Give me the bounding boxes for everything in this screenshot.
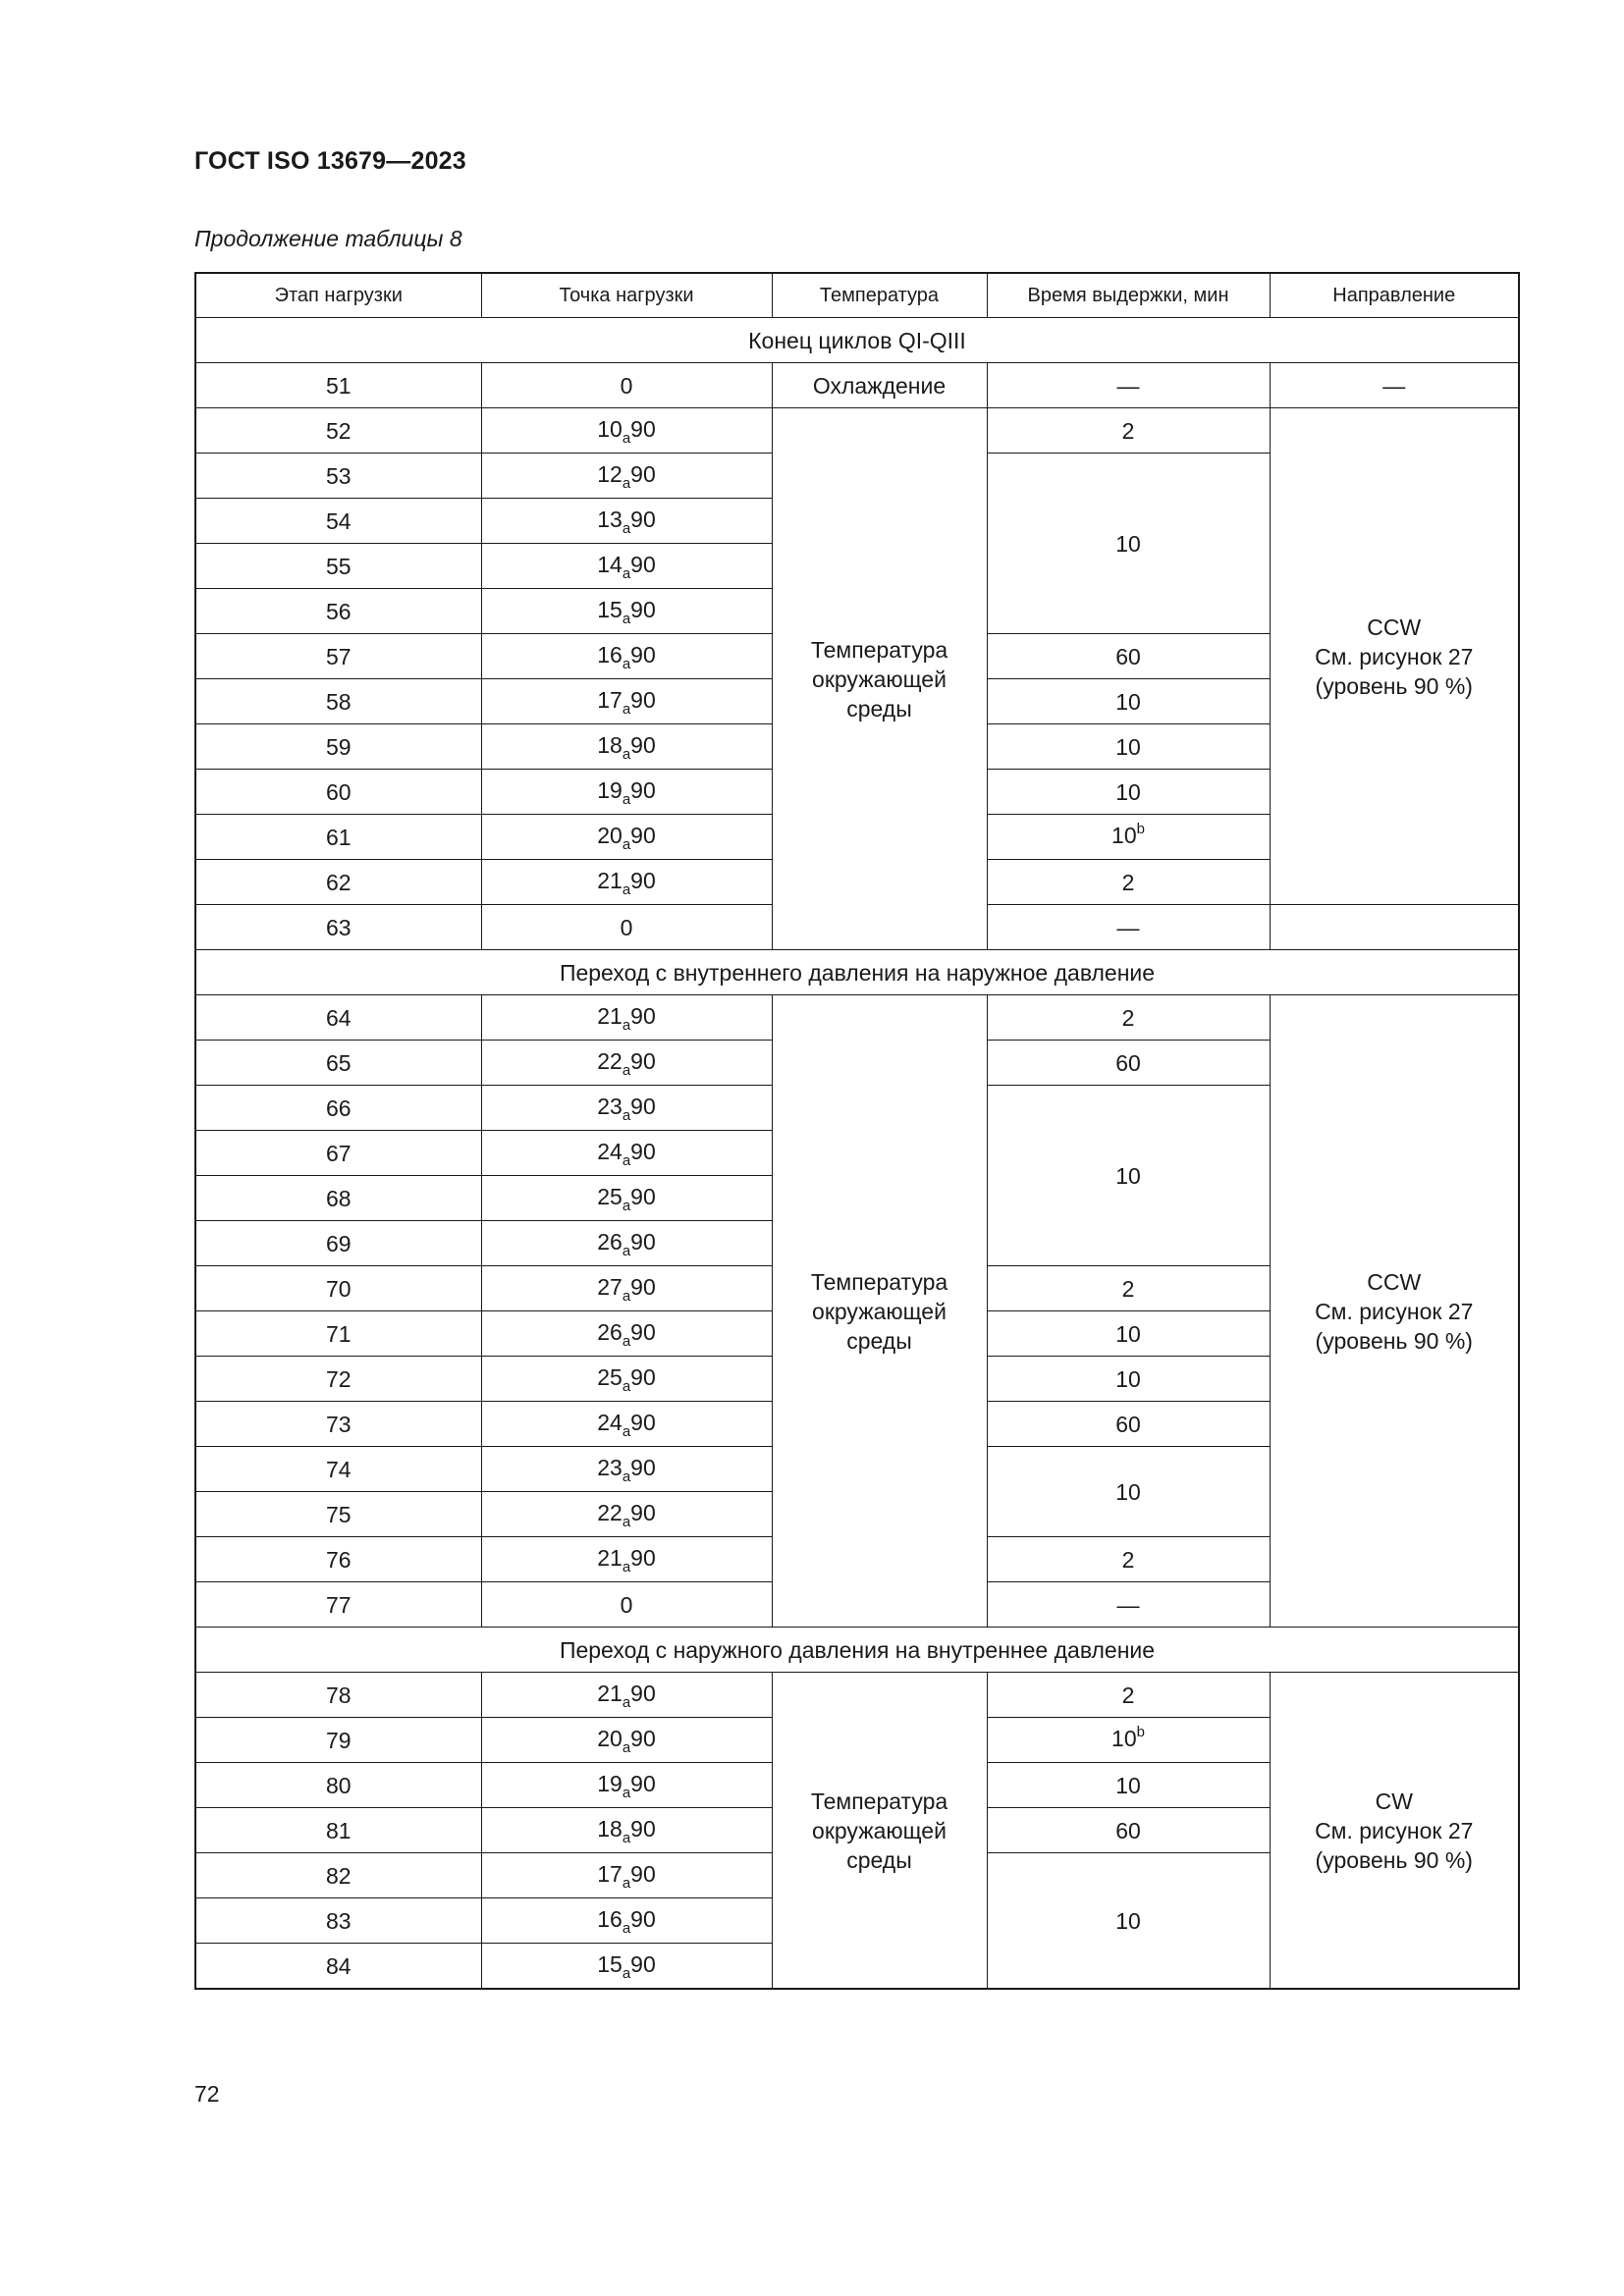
section-title: Переход с наружного давления на внутреннее давление [195,1628,1519,1673]
load-point-cell [481,1763,772,1808]
load-point-level: 90 [630,1725,656,1751]
subscript-a: a [622,1016,631,1034]
stage-cell: 81 [195,1808,481,1853]
temperature-cell [772,1673,987,1990]
load-point-cell [481,1131,772,1176]
subscript-a: a [622,655,631,672]
load-point-level: 90 [630,551,656,577]
temperature-line: окружающей [812,666,947,692]
load-point-cell [481,860,772,905]
stage-cell: 63 [195,905,481,950]
direction-cell: — [1270,363,1519,408]
header-stage: Этап нагрузки [195,273,481,318]
load-point-level: 90 [630,1544,656,1571]
load-point-value: 24 [597,1138,623,1164]
load-point-cell [481,770,772,815]
hold-time-cell: 10 [987,770,1270,815]
direction-line: См. рисунок 27 [1315,1817,1474,1843]
load-point-cell [481,1402,772,1447]
subscript-a: a [622,1106,631,1124]
load-point-cell [481,499,772,544]
hold-time-cell: 2 [987,1673,1270,1718]
load-point-value: 21 [597,867,623,893]
load-point-value: 19 [597,776,623,803]
load-point-value: 17 [597,1860,623,1887]
subscript-a: a [622,745,631,763]
subscript-a: a [622,700,631,718]
load-point-level: 90 [630,460,656,487]
stage-cell: 82 [195,1853,481,1898]
stage-cell: 67 [195,1131,481,1176]
direction-cell [1270,408,1519,905]
stage-cell: 69 [195,1221,481,1266]
stage-cell: 62 [195,860,481,905]
load-point-level: 90 [630,1047,656,1074]
load-point-level: 90 [630,506,656,532]
load-point-cell [481,1898,772,1944]
table-row [195,408,1519,454]
temperature-line: среды [846,1327,912,1354]
load-point-level: 90 [630,641,656,667]
load-point-cell [481,544,772,589]
stage-cell: 77 [195,1582,481,1628]
hold-time-cell: 10 [987,1311,1270,1357]
load-point-level: 90 [630,1409,656,1435]
stage-cell: 57 [195,634,481,679]
subscript-a: a [622,1558,631,1575]
subscript-a: a [622,790,631,808]
load-point-value: 18 [597,731,623,758]
subscript-a: a [622,1422,631,1440]
hold-time-cell: — [987,1582,1270,1628]
load-point-value: 15 [597,596,623,622]
table-row [195,995,1519,1041]
hold-time-cell: 2 [987,408,1270,454]
table-caption: Продолжение таблицы 8 [194,226,462,251]
hold-time-cell: 10 [987,1853,1270,1990]
load-point-value: 10 [597,415,623,442]
load-point-cell [481,1086,772,1131]
direction-cell [1270,995,1519,1628]
hold-time-cell: 10 [987,1086,1270,1266]
load-point-cell [481,1492,772,1537]
load-point-cell [481,1176,772,1221]
load-point-cell [481,1266,772,1311]
load-point-cell [481,815,772,860]
stage-cell: 53 [195,454,481,499]
subscript-a: a [622,1197,631,1214]
direction-cell [1270,1673,1519,1990]
load-point-level: 90 [630,1950,656,1977]
temperature-line: окружающей [812,1298,947,1324]
load-point-level: 90 [630,1680,656,1706]
subscript-a: a [622,1377,631,1395]
load-point-level: 90 [630,1138,656,1164]
stage-cell: 79 [195,1718,481,1763]
load-point-value: 22 [597,1499,623,1525]
direction-line: (уровень 90 %) [1315,1846,1473,1873]
stage-cell: 58 [195,679,481,724]
subscript-a: a [622,610,631,627]
subscript-a: a [622,1287,631,1305]
table-row [195,363,1519,408]
stage-cell: 60 [195,770,481,815]
stage-cell: 70 [195,1266,481,1311]
subscript-a: a [622,1061,631,1079]
hold-time-cell [987,815,1270,860]
subscript-a: a [622,1738,631,1756]
load-point-cell [481,454,772,499]
load-point-cell [481,1041,772,1086]
direction-line: CW [1375,1788,1413,1814]
stage-cell: 55 [195,544,481,589]
stage-cell: 72 [195,1357,481,1402]
load-point-cell [481,408,772,454]
load-point-cell [481,1311,772,1357]
temperature-cell [772,995,987,1628]
stage-cell: 51 [195,363,481,408]
direction-line: CCW [1367,614,1422,640]
stage-cell: 76 [195,1537,481,1582]
load-point-value: 22 [597,1047,623,1074]
temperature-line: среды [846,695,912,721]
hold-time-cell: 10 [987,1447,1270,1537]
temperature-line: окружающей [812,1817,947,1843]
load-point-value: 25 [597,1183,623,1209]
section-title: Конец циклов QI-QIII [195,318,1519,363]
stage-cell: 66 [195,1086,481,1131]
load-point-value: 21 [597,1544,623,1571]
stage-cell: 54 [195,499,481,544]
load-point-cell [481,1537,772,1582]
subscript-a: a [622,1513,631,1530]
stage-cell: 80 [195,1763,481,1808]
load-point-value: 20 [597,822,623,848]
header-point: Точка нагрузки [481,273,772,318]
temperature-line: среды [846,1846,912,1873]
subscript-a: a [622,1242,631,1259]
hold-time-cell: 60 [987,1041,1270,1086]
subscript-a: a [622,881,631,898]
document-title: ГОСТ ISO 13679—2023 [194,147,466,175]
subscript-a: a [622,564,631,582]
load-point-value: 21 [597,1680,623,1706]
load-point-level: 90 [630,1318,656,1345]
load-point-value: 16 [597,641,623,667]
direction-line: (уровень 90 %) [1315,1327,1473,1354]
section-row [195,950,1519,995]
subscript-a: a [622,474,631,492]
load-point-level: 90 [630,731,656,758]
load-point-level: 90 [630,1093,656,1119]
subscript-a: a [622,429,631,447]
hold-time-cell: 2 [987,1266,1270,1311]
load-point-cell [481,589,772,634]
hold-time-cell: 60 [987,1402,1270,1447]
page-number: 72 [194,2081,220,2107]
stage-cell: 71 [195,1311,481,1357]
load-point-level: 90 [630,1454,656,1480]
load-point-cell [481,1673,772,1718]
load-point-level: 90 [630,596,656,622]
load-point-cell [481,1944,772,1990]
subscript-a: a [622,1151,631,1169]
hold-time-cell: — [987,363,1270,408]
header-hold-time: Время выдержки, мин [987,273,1270,318]
load-point-level: 90 [630,1183,656,1209]
load-point-cell [481,1808,772,1853]
superscript-b: b [1136,1723,1145,1740]
stage-cell: 56 [195,589,481,634]
temperature-cell [772,408,987,950]
hold-time-cell: 10 [987,1763,1270,1808]
hold-time-cell: 2 [987,995,1270,1041]
load-point-cell [481,634,772,679]
load-point-level: 90 [630,1363,656,1390]
load-point-value: 13 [597,506,623,532]
load-point-cell: 0 [481,363,772,408]
hold-time-cell: — [987,905,1270,950]
load-point-cell [481,1853,772,1898]
hold-time-cell: 10 [987,454,1270,634]
load-point-value: 26 [597,1318,623,1345]
subscript-a: a [622,519,631,537]
direction-line: (уровень 90 %) [1315,672,1473,699]
load-point-value: 17 [597,686,623,713]
load-point-value: 26 [597,1228,623,1255]
load-point-level: 90 [630,1499,656,1525]
subscript-a: a [622,1829,631,1846]
hold-time-value: 10 [1111,1725,1137,1751]
stage-cell: 78 [195,1673,481,1718]
hold-time-cell: 60 [987,1808,1270,1853]
load-point-value: 15 [597,1950,623,1977]
load-point-value: 27 [597,1273,623,1300]
load-point-cell [481,1357,772,1402]
load-point-value: 18 [597,1815,623,1842]
load-point-level: 90 [630,1770,656,1796]
load-point-level: 90 [630,1860,656,1887]
load-point-level: 90 [630,1228,656,1255]
load-point-level: 90 [630,776,656,803]
direction-line: См. рисунок 27 [1315,1298,1474,1324]
table-header-row [195,273,1519,318]
superscript-b: b [1136,820,1145,837]
load-point-value: 14 [597,551,623,577]
load-point-value: 20 [597,1725,623,1751]
load-point-level: 90 [630,867,656,893]
direction-line: См. рисунок 27 [1315,643,1474,669]
temperature-line: Температура [810,1788,948,1814]
subscript-a: a [622,1874,631,1892]
stage-cell: 64 [195,995,481,1041]
section-row [195,1628,1519,1673]
load-point-level: 90 [630,415,656,442]
hold-time-cell: 10 [987,724,1270,770]
load-point-cell [481,995,772,1041]
subscript-a: a [622,1784,631,1801]
temperature-line: Температура [810,636,948,663]
table-row [195,1673,1519,1718]
load-point-cell: 0 [481,905,772,950]
load-point-value: 21 [597,1002,623,1029]
hold-time-cell: 60 [987,634,1270,679]
hold-time-cell: 10 [987,679,1270,724]
stage-cell: 74 [195,1447,481,1492]
load-point-level: 90 [630,686,656,713]
load-point-level: 90 [630,1273,656,1300]
stage-cell: 61 [195,815,481,860]
load-point-cell [481,1447,772,1492]
hold-time-value: 10 [1111,822,1137,848]
hold-time-cell: 2 [987,860,1270,905]
load-point-value: 25 [597,1363,623,1390]
load-point-value: 19 [597,1770,623,1796]
load-point-level: 90 [630,822,656,848]
load-point-level: 90 [630,1002,656,1029]
load-point-cell [481,1718,772,1763]
load-point-value: 16 [597,1905,623,1932]
temperature-cell: Охлаждение [772,363,987,408]
temperature-line: Температура [810,1268,948,1295]
load-point-value: 23 [597,1454,623,1480]
section-title: Переход с внутреннего давления на наружное давление [195,950,1519,995]
load-point-level: 90 [630,1905,656,1932]
subscript-a: a [622,1964,631,1982]
direction-line: CCW [1367,1268,1422,1295]
load-stages-table [194,272,1520,1990]
load-point-cell [481,724,772,770]
stage-cell: 84 [195,1944,481,1990]
load-point-cell [481,679,772,724]
subscript-a: a [622,1468,631,1485]
subscript-a: a [622,1693,631,1711]
subscript-a: a [622,1332,631,1350]
hold-time-cell: 2 [987,1537,1270,1582]
stage-cell: 52 [195,408,481,454]
header-direction: Направление [1270,273,1519,318]
stage-cell: 75 [195,1492,481,1537]
load-point-value: 12 [597,460,623,487]
stage-cell: 68 [195,1176,481,1221]
load-point-value: 23 [597,1093,623,1119]
subscript-a: a [622,1919,631,1937]
subscript-a: a [622,835,631,853]
stage-cell: 83 [195,1898,481,1944]
stage-cell: 59 [195,724,481,770]
section-row [195,318,1519,363]
load-point-value: 24 [597,1409,623,1435]
load-point-cell: 0 [481,1582,772,1628]
hold-time-cell [987,1718,1270,1763]
load-point-level: 90 [630,1815,656,1842]
header-temperature: Температура [772,273,987,318]
hold-time-cell: 10 [987,1357,1270,1402]
table-body [195,273,1519,1989]
stage-cell: 73 [195,1402,481,1447]
stage-cell: 65 [195,1041,481,1086]
load-point-cell [481,1221,772,1266]
